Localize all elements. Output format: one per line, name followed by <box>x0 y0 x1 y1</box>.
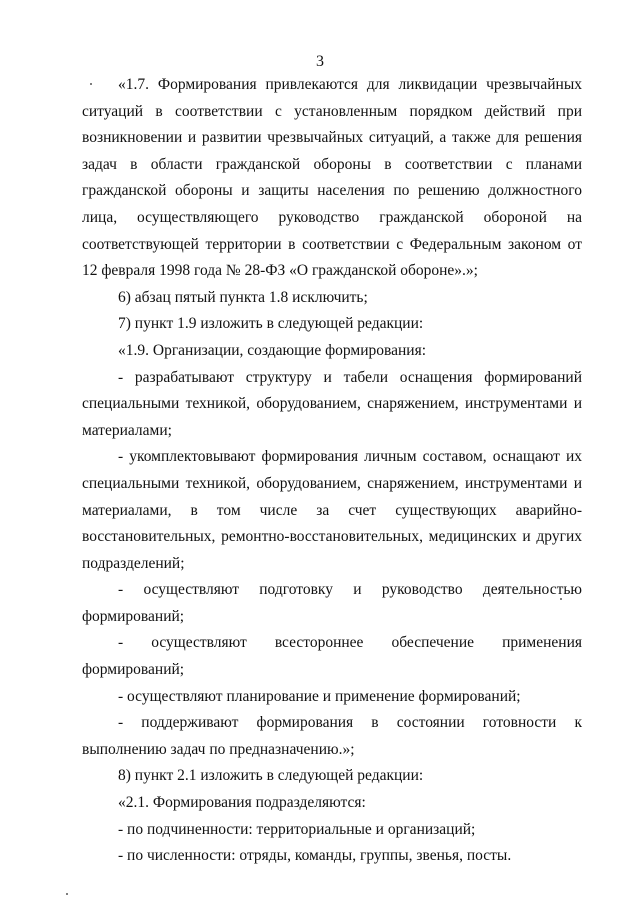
list-item-planning-application: - осуществляют планирование и применение формирований; <box>118 687 521 705</box>
list-item-by-subordination: - по подчиненности: территориальные и организаций; <box>118 820 476 838</box>
document-body <box>82 72 582 870</box>
list-item-by-size: - по численности: отряды, команды, группы, звенья, посты. <box>118 847 512 865</box>
list-item-staff-formations: - укомплектовывают формирования личным составом, оснащают их специальными техникой, оборудованием, снаряжением, инструментами и материалами, в том числе за счет существующих аварийно-восстановительных, ремонтно-восстановительных, медицинских и других подразделений; <box>82 448 582 572</box>
paragraph-item-8: 8) пункт 2.1 изложить в следующей редакции: <box>118 767 424 785</box>
list-item-comprehensive-support: - осуществляют всестороннее обеспечение применения формирований; <box>82 634 582 679</box>
scan-speck <box>90 83 92 85</box>
paragraph-1-9-heading: «1.9. Организации, создающие формирования: <box>118 341 427 359</box>
paragraph-item-7: 7) пункт 1.9 изложить в следующей редакции: <box>118 315 424 333</box>
list-item-maintain-readiness: - поддерживают формирования в состоянии готовности к выполнению задач по предназначению.»; <box>82 714 582 758</box>
page-number: 3 <box>316 53 324 70</box>
scan-speck <box>560 598 562 600</box>
paragraph-item-6: 6) абзац пятый пункта 1.8 исключить; <box>118 288 368 306</box>
list-item-develop-structure: - разрабатывают структуру и табели оснащения формирований специальными техникой, оборудованием, снаряжением, инструментами и материалами; <box>82 368 582 439</box>
paragraph-1-7: «1.7. Формирования привлекаются для ликвидации чрезвычайных ситуаций в соответствии с установленным порядком действий при возникновении и развитии чрезвычайных ситуаций, а также для решения задач в области гражданской обороны в соответствии с планами гражданской обороны и защиты населения по решению должностного лица, осуществляющего руководство гражданской обороной на соответствующей территории в соответствии с Федеральным законом от 12 февраля 1998 года № 28-ФЗ «О гражданской обороне».»; <box>82 76 582 280</box>
scan-speck <box>66 893 68 895</box>
list-item-training-management: - осуществляют подготовку и руководство деятельностью формирований; <box>82 581 582 625</box>
paragraph-2-1-heading: «2.1. Формирования подразделяются: <box>118 794 366 812</box>
